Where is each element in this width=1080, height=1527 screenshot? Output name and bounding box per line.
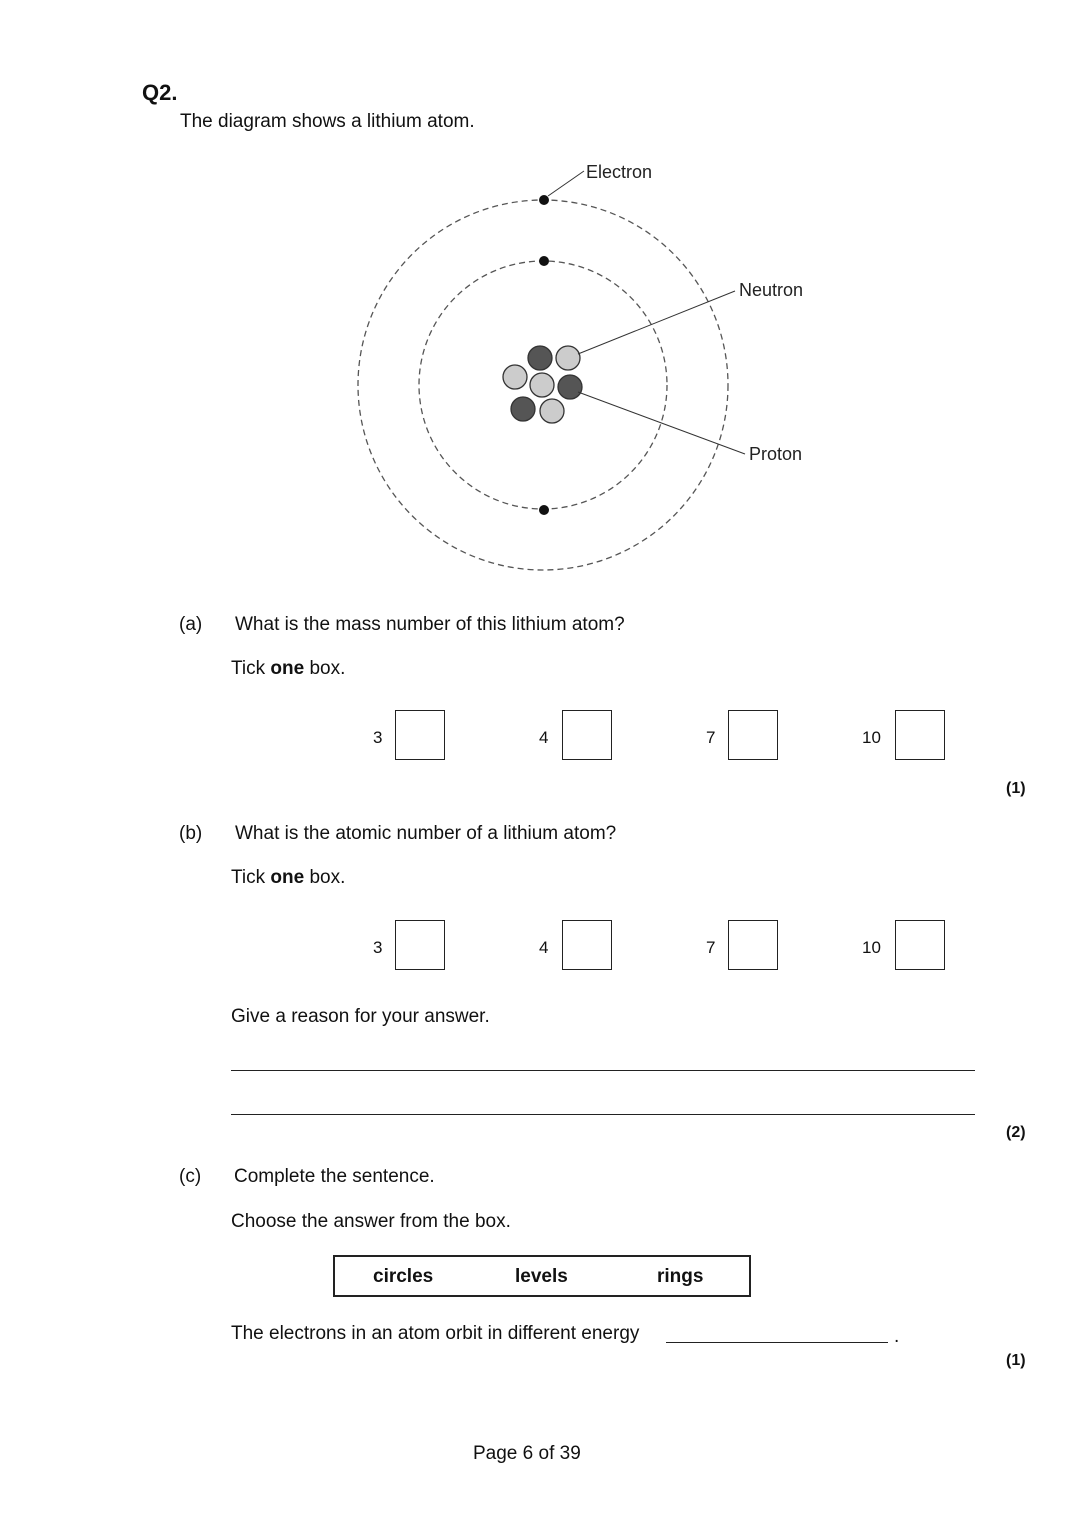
part-b-option-label: 10	[862, 938, 881, 957]
proton-particle	[530, 373, 554, 397]
part-a-tick-box-7[interactable]	[728, 710, 778, 760]
of-label: of	[538, 1443, 555, 1464]
electron-inner-bottom	[539, 505, 549, 515]
page-footer	[473, 1443, 581, 1465]
electron-inner-top	[539, 256, 549, 266]
neutron-label: Neutron	[739, 280, 804, 300]
part-c-choose-instruction: Choose the answer from the box.	[231, 1211, 511, 1232]
proton-particle	[503, 365, 527, 389]
part-a-option-label: 4	[539, 728, 549, 747]
part-a-label: (a)	[179, 614, 203, 635]
tick-instruction-emphasis: one	[270, 867, 305, 888]
tick-instruction-suffix: box.	[304, 658, 346, 679]
tick-instruction-prefix: Tick	[231, 867, 271, 888]
part-a-tick-box-3[interactable]	[395, 710, 445, 760]
part-b-question: What is the atomic number of a lithium atom?	[235, 823, 617, 844]
electron-outer	[539, 195, 549, 205]
page-number: 6	[522, 1443, 534, 1464]
part-a-option-label: 3	[373, 728, 383, 747]
neutron-particle	[528, 346, 552, 370]
answer-line-1[interactable]	[231, 1070, 975, 1071]
proton-particle	[540, 399, 564, 423]
part-b-reason-prompt: Give a reason for your answer.	[231, 1006, 490, 1027]
word-choice-box	[333, 1255, 751, 1297]
part-b-label: (b)	[179, 823, 203, 844]
proton-particle	[556, 346, 580, 370]
part-c-marks: (1)	[1006, 1352, 1026, 1369]
part-b-tick-box-4[interactable]	[562, 920, 612, 970]
total-pages: 39	[559, 1443, 581, 1464]
part-a-tick-instruction	[231, 658, 345, 680]
sentence-full-stop: .	[894, 1326, 900, 1347]
question-number: Q2.	[142, 80, 178, 105]
part-b-option-label: 4	[539, 938, 549, 957]
word-option-rings: rings	[657, 1266, 704, 1287]
part-b-option-label: 3	[373, 938, 383, 957]
part-b-tick-box-10[interactable]	[895, 920, 945, 970]
electron-label: Electron	[586, 162, 653, 182]
tick-instruction-prefix: Tick	[231, 658, 271, 679]
part-b-tick-instruction	[231, 867, 345, 889]
part-c-label: (c)	[179, 1166, 202, 1187]
proton-leader-line	[578, 392, 745, 454]
part-b-option-label: 7	[706, 938, 716, 957]
part-b-tick-box-7[interactable]	[728, 920, 778, 970]
tick-instruction-suffix: box.	[304, 867, 346, 888]
part-b-tick-box-3[interactable]	[395, 920, 445, 970]
part-a-tick-box-10[interactable]	[895, 710, 945, 760]
tick-instruction-emphasis: one	[270, 658, 305, 679]
question-intro: The diagram shows a lithium atom.	[180, 111, 475, 132]
part-a-option-label: 7	[706, 728, 716, 747]
completion-sentence: The electrons in an atom orbit in different energy	[231, 1323, 640, 1344]
nucleus	[503, 346, 582, 423]
word-option-levels: levels	[515, 1266, 568, 1287]
part-a-tick-box-4[interactable]	[562, 710, 612, 760]
neutron-leader-line	[578, 291, 735, 354]
part-a-option-label: 10	[862, 728, 881, 747]
completion-answer-line[interactable]	[666, 1342, 888, 1343]
neutron-particle	[558, 375, 582, 399]
word-option-circles: circles	[373, 1266, 434, 1287]
neutron-particle	[511, 397, 535, 421]
lithium-atom-diagram	[0, 0, 1080, 600]
part-a-question: What is the mass number of this lithium atom?	[235, 614, 625, 635]
page-label: Page	[473, 1443, 518, 1464]
electron-leader-line	[548, 171, 584, 196]
answer-line-2[interactable]	[231, 1114, 975, 1115]
part-a-marks: (1)	[1006, 780, 1026, 797]
proton-label: Proton	[749, 444, 803, 464]
part-c-instruction: Complete the sentence.	[234, 1166, 435, 1187]
part-b-marks: (2)	[1006, 1124, 1026, 1141]
